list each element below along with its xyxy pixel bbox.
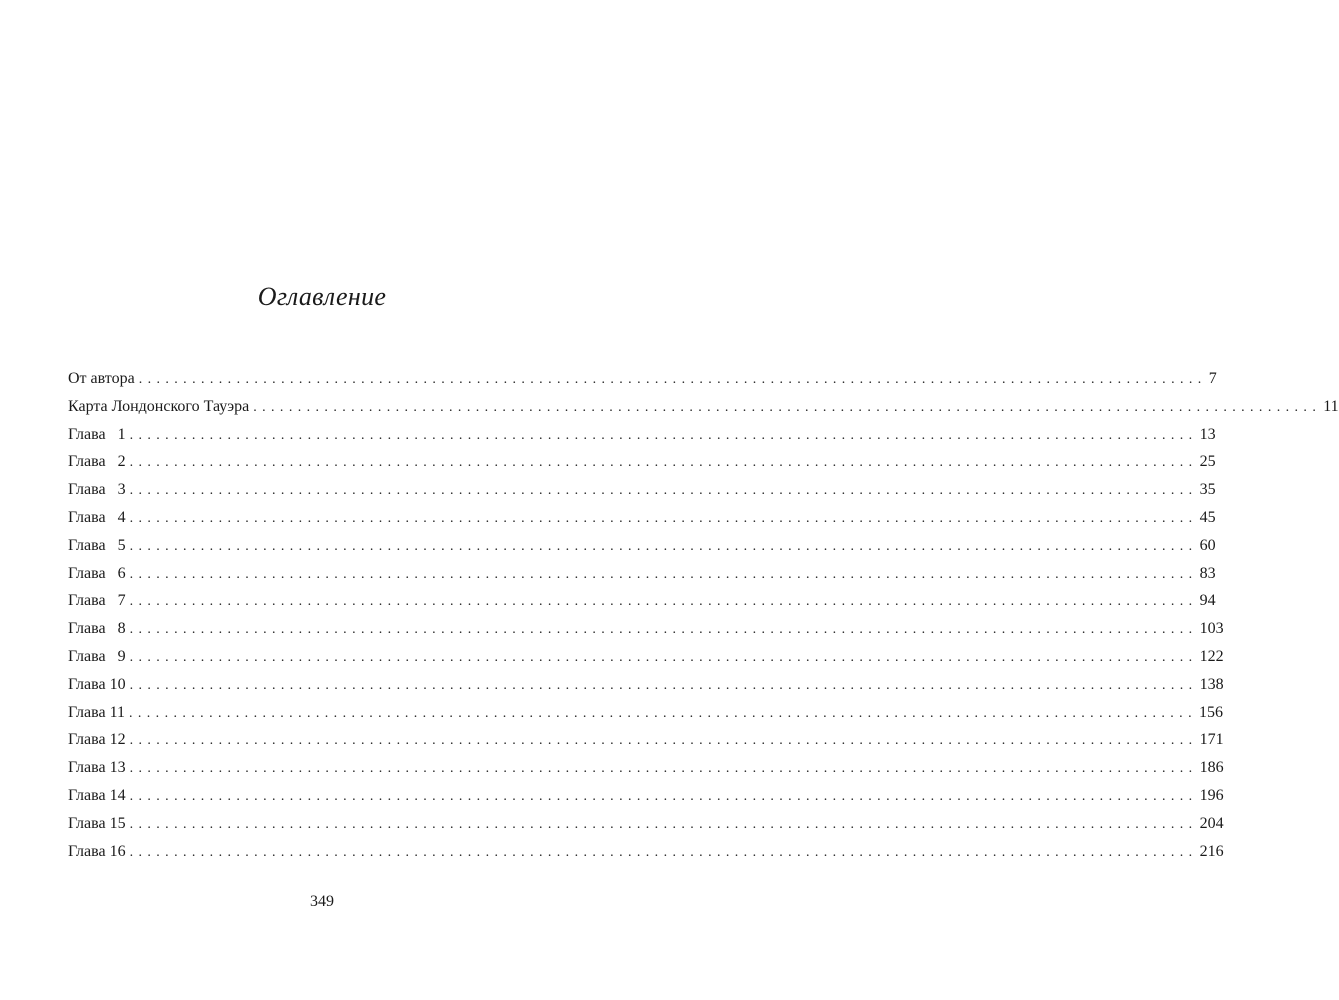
dot-leader: ........................................................................................................................ xyxy=(129,566,1198,582)
toc-entry xyxy=(68,592,1216,620)
toc-entry-page: 196 xyxy=(1199,786,1224,804)
page-number: 349 xyxy=(310,893,334,910)
toc-entry-page: 83 xyxy=(1199,564,1216,582)
dot-leader: ........................................................................................................................ xyxy=(129,483,1198,499)
dot-leader: ........................................................................................................................ xyxy=(129,733,1198,749)
dot-leader: ........................................................................................................................ xyxy=(129,427,1198,443)
toc-entry-label: Глава 16 xyxy=(68,842,126,860)
dot-leader: ........................................................................................................................ xyxy=(128,705,1197,721)
toc-entry xyxy=(68,842,1224,871)
toc-entry-label: Глава 5 xyxy=(68,536,126,554)
toc-entry xyxy=(68,397,1339,426)
dot-leader: ........................................................................................................................ xyxy=(129,761,1198,777)
toc-entry-label: Глава 9 xyxy=(68,647,126,665)
toc-entry-label: Карта Лондонского Тауэра xyxy=(68,397,250,415)
dot-leader: ........................................................................................................................ xyxy=(129,510,1198,526)
toc-entry xyxy=(68,620,1224,648)
toc-entry-page: 13 xyxy=(1199,425,1216,443)
dot-leader: ........................................................................................................................ xyxy=(129,649,1198,665)
toc-entry-page: 11 xyxy=(1323,397,1339,415)
toc-entry-page: 216 xyxy=(1199,842,1224,860)
dot-leader: ........................................................................................................................ xyxy=(129,594,1198,610)
toc-entry xyxy=(68,675,1224,704)
toc-entry-label: Глава 8 xyxy=(68,620,126,638)
toc-entry xyxy=(68,564,1216,593)
dot-leader: ........................................................................................................................ xyxy=(129,816,1198,832)
toc-entry xyxy=(68,425,1216,454)
toc-entry xyxy=(68,647,1224,676)
toc-entry-page: 35 xyxy=(1199,481,1216,499)
toc-entry-label: Глава 7 xyxy=(68,592,126,610)
toc-entry-label: Глава 1 xyxy=(68,425,126,443)
toc-entry-page: 7 xyxy=(1208,370,1217,387)
toc-entry xyxy=(68,453,1216,481)
page-title: Оглавление xyxy=(257,282,387,311)
toc-entry-page: 204 xyxy=(1199,814,1224,832)
toc-entry-page: 25 xyxy=(1199,453,1216,471)
toc-entry-label: Глава 6 xyxy=(68,564,126,582)
toc-entry-label: Глава 2 xyxy=(68,453,126,471)
toc-entry xyxy=(68,370,1217,398)
toc-entry-label: Глава 11 xyxy=(68,703,125,721)
toc-entry xyxy=(68,481,1216,509)
dot-leader: ........................................................................................................................ xyxy=(129,538,1198,554)
toc-entry xyxy=(68,536,1216,565)
toc-entry-page: 186 xyxy=(1199,759,1224,777)
dot-leader: ........................................................................................................................ xyxy=(129,455,1198,471)
toc-entry xyxy=(68,814,1224,843)
toc-entry-label: Глава 3 xyxy=(68,481,126,499)
dot-leader: ........................................................................................................................ xyxy=(129,622,1198,638)
toc-entry-label: Глава 15 xyxy=(68,814,126,832)
toc-entry-label: Глава 14 xyxy=(68,786,126,804)
dot-leader: ........................................................................................................................ xyxy=(129,844,1198,860)
toc-entry-page: 122 xyxy=(1199,647,1224,665)
toc-entry-page: 138 xyxy=(1199,675,1224,693)
toc-entry xyxy=(68,508,1216,537)
toc-entry-label: От автора xyxy=(68,370,135,387)
toc-entry xyxy=(68,731,1224,759)
toc-entry-label: Глава 13 xyxy=(68,759,126,777)
toc-entry-page: 171 xyxy=(1199,731,1224,749)
dot-leader: ........................................................................................................................ xyxy=(253,399,1322,415)
toc-entry-label: Глава 10 xyxy=(68,675,126,693)
dot-leader: ........................................................................................................................ xyxy=(129,677,1198,693)
toc-entry xyxy=(68,703,1223,732)
toc-entry-page: 45 xyxy=(1199,508,1216,526)
toc-entry-page: 156 xyxy=(1198,703,1223,721)
table-of-contents xyxy=(68,370,1339,870)
toc-entry-label: Глава 12 xyxy=(68,731,126,749)
toc-entry-page: 103 xyxy=(1199,620,1224,638)
toc-entry-page: 60 xyxy=(1199,536,1216,554)
toc-entry-label: Глава 4 xyxy=(68,508,126,526)
toc-entry-page: 94 xyxy=(1199,592,1216,610)
toc-entry xyxy=(68,786,1224,815)
dot-leader: ........................................................................................................................ xyxy=(138,372,1207,387)
toc-entry xyxy=(68,759,1224,787)
dot-leader: ........................................................................................................................ xyxy=(129,788,1198,804)
